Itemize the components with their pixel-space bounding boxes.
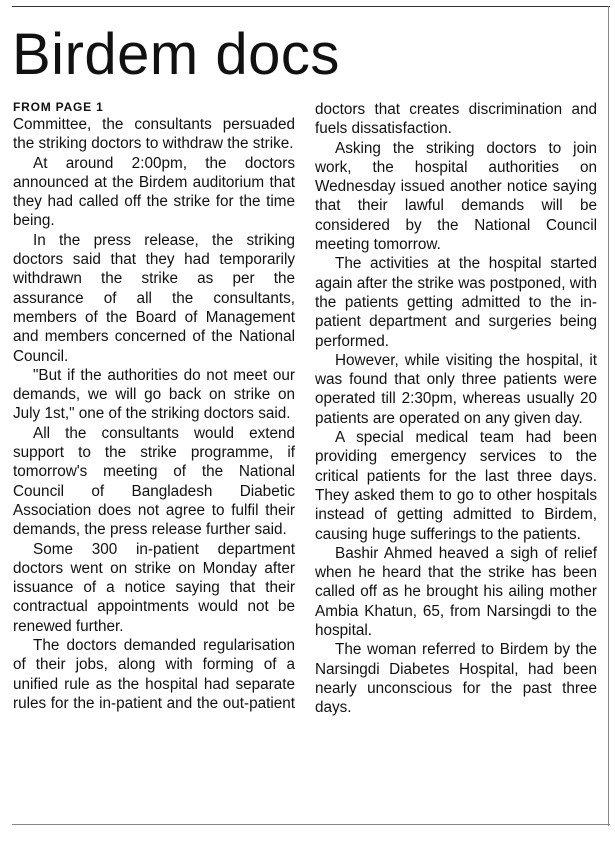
right-border xyxy=(608,6,609,826)
paragraph: Asking the striking doctors to join work, the hospital authorities on Wednesday issued another notice saying that their lawful demands will be considered by the National Council meeting tomorrow. xyxy=(315,139,597,254)
paragraph: Some 300 in-patient department doctors went on strike on Monday after issuance of a notice saying that their contractual appointments would not be renewed further. xyxy=(13,540,295,635)
paragraph: The activities at the hospital started again after the strike was postponed, with the patients getting admitted to the in-patient department and surgeries being performed. xyxy=(315,255,597,350)
paragraph: Committee, the consultants persuaded the striking doctors to withdraw the strike. xyxy=(13,116,295,153)
column-left xyxy=(13,100,295,713)
column-right xyxy=(315,100,597,718)
paragraph: At around 2:00pm, the doctors announced at the Birdem auditorium that they had called off the strike for the time being. xyxy=(13,154,295,230)
kicker: FROM PAGE 1 xyxy=(13,100,104,114)
paragraph: All the consultants would extend support to the strike programme, if tomorrow's meeting of the National Council of Bangladesh Diabetic Association does not agree to fulfil their demands, the press release further said. xyxy=(13,424,295,539)
paragraph: The doctors demanded regularisation of their jobs, along with forming of a unified rule as the hospital had separate rules for the in-patient and the out-patient xyxy=(13,637,295,712)
paragraph: Bashir Ahmed heaved a sigh of relief when he heard that the strike has been called off as he brought his ailing mother Ambia Khatun, 65, from Narsingdi to the hospital. xyxy=(315,544,597,640)
bottom-rule xyxy=(12,824,610,825)
top-rule xyxy=(12,6,610,7)
paragraph: In the press release, the striking doctors said that they had temporarily withdrawn the strike as per the assurance of all the consultants, members of the Board of Management and members concerned of the National Council. xyxy=(13,231,295,365)
paragraph: "But if the authorities do not meet our demands, we will go back on strike on July 1st," one of the striking doctors said. xyxy=(13,366,295,423)
headline: Birdem docs xyxy=(12,22,340,87)
paragraph: The woman referred to Birdem by the Narsingdi Diabetes Hospital, had been nearly unconscious for the past three days. xyxy=(315,641,597,717)
paragraph: doctors that creates discrimination and fuels dissatisfaction. xyxy=(315,101,597,138)
paragraph: A special medical team had been providing emergency services to the critical patients for the last three days. They asked them to go to other hospitals instead of getting admitted to Birdem, causing huge sufferings to the patients. xyxy=(315,429,597,543)
paragraph: However, while visiting the hospital, it was found that only three patients were operated till 2:30pm, whereas usually 20 patients are operated on any given day. xyxy=(315,351,597,427)
